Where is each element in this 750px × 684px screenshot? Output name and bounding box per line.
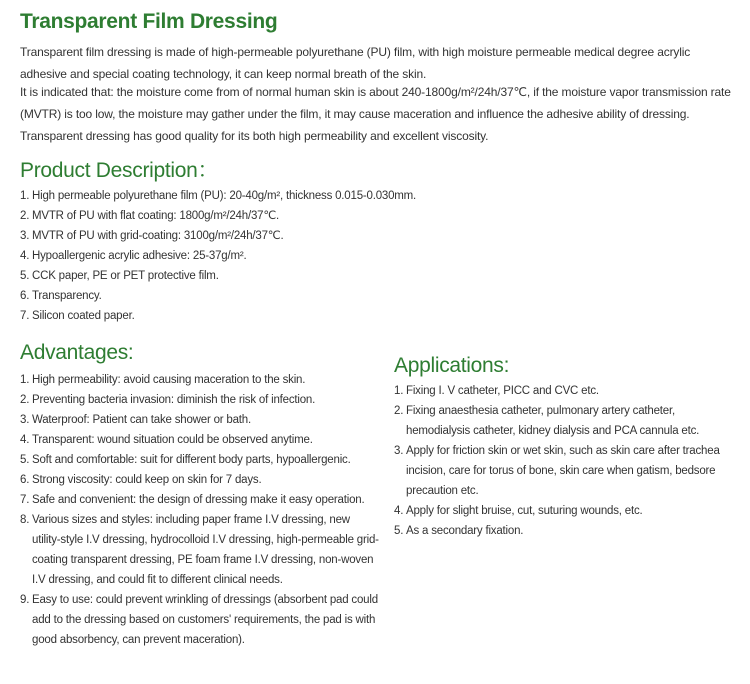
list-item-number: 3.: [20, 414, 30, 426]
list-item: [394, 441, 739, 501]
list-item-number: 4.: [394, 505, 404, 517]
applications-heading: Applications:: [394, 354, 510, 377]
list-item: [20, 246, 440, 266]
list-item-number: 6.: [20, 290, 30, 302]
list-item-text: As a secondary fixation.: [406, 525, 524, 537]
list-item-text: Waterproof: Patient can take shower or bath.: [32, 414, 251, 426]
list-item: [20, 286, 440, 306]
list-item-text: Fixing I. V catheter, PICC and CVC etc.: [406, 385, 599, 397]
list-item-text: Preventing bacteria invasion: diminish the risk of infection.: [32, 394, 316, 406]
list-item-text: Fixing anaesthesia catheter, pulmonary artery catheter, hemodialysis catheter, kidney dialysis and PCA cannula etc.: [406, 405, 700, 437]
advantages-list: [20, 370, 380, 650]
list-item-number: 3.: [394, 445, 404, 457]
list-item: [20, 206, 440, 226]
list-item: [394, 401, 739, 441]
list-item: [20, 226, 440, 246]
intro-paragraph-1: Transparent film dressing is made of high-permeable polyurethane (PU) film, with high moisture permeable medical degree acrylic adhesive and special coating technology, it can keep normal breath of the skin.: [20, 45, 691, 81]
list-item-text: Various sizes and styles: including paper frame I.V dressing, new utility-style I.V dressing, hydrocolloid I.V dressing, high-permeable grid-coating transparent dressing, PE foam frame I.V dressing, non-woven I.V dressing, and could fit to different clinical needs.: [32, 514, 379, 586]
list-item-number: 1.: [20, 374, 30, 386]
list-item: [20, 266, 440, 286]
list-item-number: 4.: [20, 250, 30, 262]
list-item: [20, 410, 380, 430]
list-item: [20, 470, 380, 490]
list-item-text: Hypoallergenic acrylic adhesive: 25-37g/m².: [32, 250, 247, 262]
intro-paragraph-2: It is indicated that: the moisture come from of normal human skin is about 240-1800g/m²/24h/37℃, if the moisture vapor transmission rate (MVTR) is too low, the moisture may gather under the film, it may cause maceration and influence the adhesive ability of dressing. Transparent dressing has good quality for its both high permeability and excellent viscosity.: [20, 85, 731, 143]
list-item: [20, 510, 380, 590]
list-item-text: Safe and convenient: the design of dressing make it easy operation.: [32, 494, 365, 506]
list-item-number: 2.: [20, 394, 30, 406]
list-item: [20, 370, 380, 390]
product-description-heading: Product Description：: [20, 159, 219, 182]
list-item-number: 4.: [20, 434, 30, 446]
list-item: [20, 390, 380, 410]
list-item: [20, 306, 440, 326]
list-item-text: MVTR of PU with flat coating: 1800g/m²/24h/37℃.: [32, 210, 280, 222]
list-item-number: 5.: [20, 454, 30, 466]
list-item-number: 2.: [20, 210, 30, 222]
list-item: [20, 450, 380, 470]
list-item-number: 8.: [20, 514, 30, 526]
list-item: [394, 501, 739, 521]
list-item: [20, 430, 380, 450]
list-item-number: 1.: [394, 385, 404, 397]
list-item-number: 1.: [20, 190, 30, 202]
list-item-text: MVTR of PU with grid-coating: 3100g/m²/24h/37℃.: [32, 230, 284, 242]
list-item: [394, 381, 739, 401]
applications-list: [394, 381, 739, 541]
list-item-number: 7.: [20, 494, 30, 506]
list-item-number: 2.: [394, 405, 404, 417]
list-item-text: Soft and comfortable: suit for different body parts, hypoallergenic.: [32, 454, 351, 466]
list-item: [20, 186, 440, 206]
list-item-number: 5.: [394, 525, 404, 537]
list-item-text: Transparency.: [32, 290, 102, 302]
list-item-text: High permeable polyurethane film (PU): 20-40g/m², thickness 0.015-0.030mm.: [32, 190, 417, 202]
list-item: [20, 490, 380, 510]
list-item: [20, 590, 380, 650]
list-item-text: Silicon coated paper.: [32, 310, 135, 322]
list-item-text: CCK paper, PE or PET protective film.: [32, 270, 219, 282]
list-item-text: Apply for slight bruise, cut, suturing wounds, etc.: [406, 505, 643, 517]
list-item-number: 7.: [20, 310, 30, 322]
list-item-text: High permeability: avoid causing maceration to the skin.: [32, 374, 306, 386]
list-item-number: 5.: [20, 270, 30, 282]
advantages-heading: Advantages:: [20, 341, 134, 364]
page-title: Transparent Film Dressing: [20, 10, 278, 33]
list-item-number: 6.: [20, 474, 30, 486]
list-item: [394, 521, 739, 541]
list-item-number: 9.: [20, 594, 30, 606]
list-item-text: Transparent: wound situation could be observed anytime.: [32, 434, 313, 446]
product-description-list: [20, 186, 440, 326]
list-item-text: Strong viscosity: could keep on skin for 7 days.: [32, 474, 262, 486]
list-item-text: Easy to use: could prevent wrinkling of dressings (absorbent pad could add to the dressing based on customers' requirements, the pad is with good absorbency, can prevent maceration).: [32, 594, 378, 646]
list-item-text: Apply for friction skin or wet skin, such as skin care after trachea incision, care for torus of bone, skin care when gatism, bedsore precaution etc.: [406, 445, 720, 497]
list-item-number: 3.: [20, 230, 30, 242]
